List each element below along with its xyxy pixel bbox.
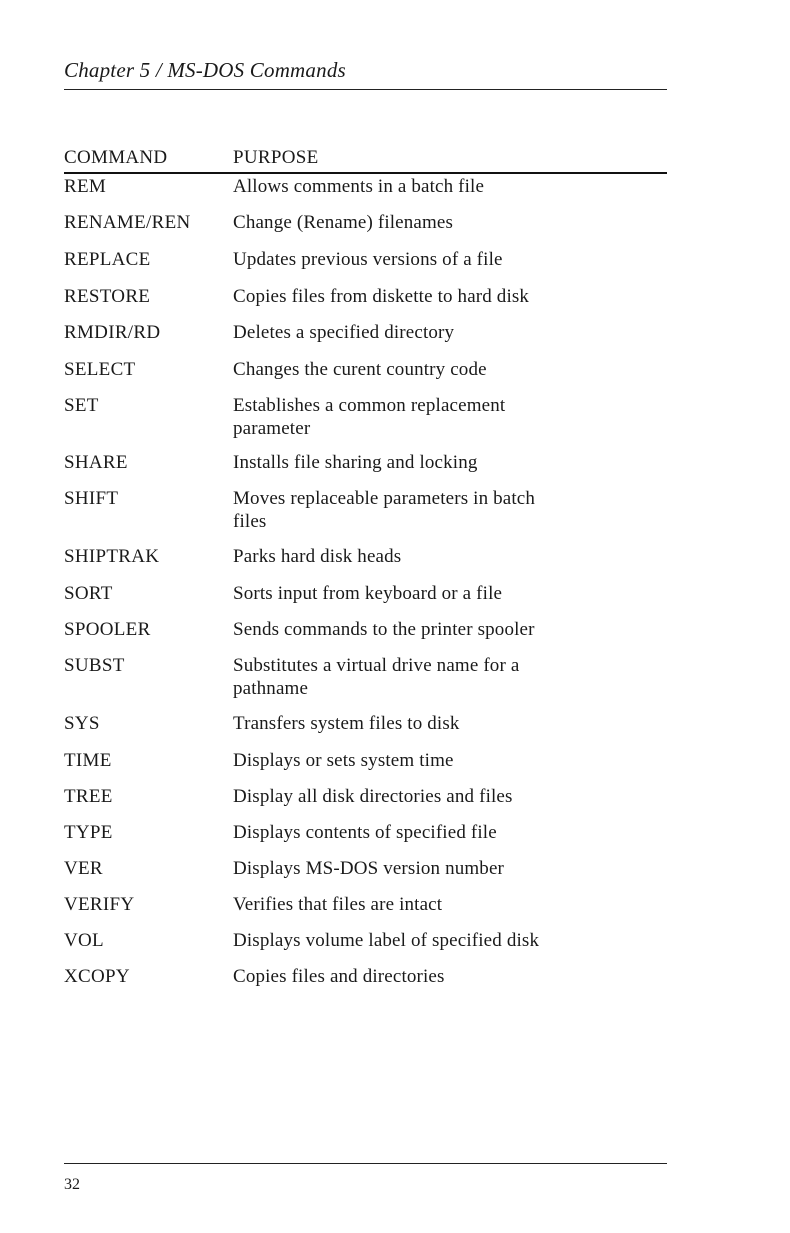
command-sys: SYS <box>64 713 100 734</box>
command-sort: SORT <box>64 583 113 604</box>
command-spooler: SPOOLER <box>64 619 151 640</box>
purpose-vol: Displays volume label of specified disk <box>233 930 540 951</box>
purpose-type: Displays contents of specified file <box>233 822 497 843</box>
command-select: SELECT <box>64 359 136 380</box>
purpose-set-line2: parameter <box>233 418 311 439</box>
purpose-verify: Verifies that files are intact <box>233 894 443 915</box>
purpose-rmdir: Deletes a specified directory <box>233 322 455 343</box>
command-tree: TREE <box>64 786 113 807</box>
purpose-shiptrak: Parks hard disk heads <box>233 546 402 567</box>
purpose-shift-line1: Moves replaceable parameters in batch <box>233 488 536 509</box>
purpose-time: Displays or sets system time <box>233 750 454 771</box>
purpose-shift-line2: files <box>233 511 267 532</box>
purpose-spooler: Sends commands to the printer spooler <box>233 619 535 640</box>
page-number: 32 <box>64 1176 80 1193</box>
column-header-command: COMMAND <box>64 147 168 168</box>
command-subst: SUBST <box>64 655 125 676</box>
header-divider <box>64 89 667 90</box>
purpose-sys: Transfers system files to disk <box>233 713 460 734</box>
purpose-sort: Sorts input from keyboard or a file <box>233 583 503 604</box>
command-shiptrak: SHIPTRAK <box>64 546 160 567</box>
purpose-set-line1: Establishes a common replacement <box>233 395 506 416</box>
purpose-xcopy: Copies files and directories <box>233 966 445 987</box>
command-vol: VOL <box>64 930 104 951</box>
table-header-divider <box>64 172 667 174</box>
command-replace: REPLACE <box>64 249 151 270</box>
command-time: TIME <box>64 750 112 771</box>
purpose-subst-line1: Substitutes a virtual drive name for a <box>233 655 520 676</box>
column-header-purpose: PURPOSE <box>233 147 319 168</box>
command-set: SET <box>64 395 99 416</box>
purpose-tree: Display all disk directories and files <box>233 786 513 807</box>
command-ver: VER <box>64 858 103 879</box>
command-restore: RESTORE <box>64 286 151 307</box>
purpose-subst-line2: pathname <box>233 678 309 699</box>
purpose-rename: Change (Rename) filenames <box>233 212 454 233</box>
purpose-rem: Allows comments in a batch file <box>233 176 485 197</box>
footer-divider <box>64 1163 667 1164</box>
purpose-ver: Displays MS-DOS version number <box>233 858 505 879</box>
command-rmdir: RMDIR/RD <box>64 322 161 343</box>
command-share: SHARE <box>64 452 128 473</box>
command-shift: SHIFT <box>64 488 119 509</box>
command-verify: VERIFY <box>64 894 135 915</box>
purpose-share: Installs file sharing and locking <box>233 452 478 473</box>
command-xcopy: XCOPY <box>64 966 130 987</box>
command-rem: REM <box>64 176 107 197</box>
purpose-replace: Updates previous versions of a file <box>233 249 503 270</box>
purpose-restore: Copies files from diskette to hard disk <box>233 286 530 307</box>
command-type: TYPE <box>64 822 113 843</box>
purpose-select: Changes the curent country code <box>233 359 487 380</box>
command-rename: RENAME/REN <box>64 212 191 233</box>
chapter-title: Chapter 5 / MS-DOS Commands <box>64 58 346 82</box>
